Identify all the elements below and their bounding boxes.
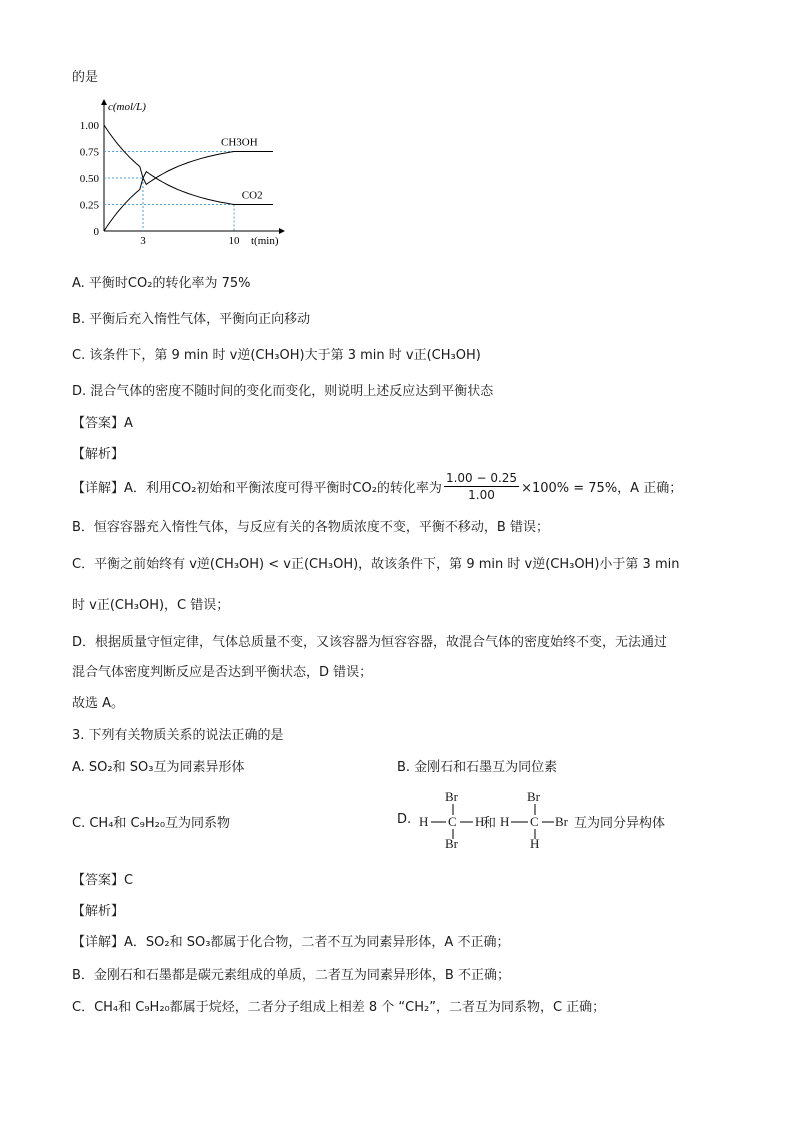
q2-option-b: B. 平衡后充入惰性气体，平衡向正向移动 xyxy=(72,312,311,327)
y-tick-label: 0.25 xyxy=(79,199,99,212)
q2-detail-a xyxy=(72,471,682,502)
q3-answer: 【答案】C xyxy=(72,873,134,888)
q2-option-c: C. 该条件下，第 9 min 时 v逆(CH₃OH)大于第 3 min 时 v正(CH₃OH) xyxy=(72,348,481,363)
y-tick-label: 0.50 xyxy=(79,173,99,185)
q2-detail-d-line2: 混合气体密度判断反应是否达到平衡状态，D 错误； xyxy=(72,665,373,680)
intro-text: 的是 xyxy=(72,70,99,85)
series-label-co2: CO2 xyxy=(241,189,263,202)
q3-option-d-suffix: 互为同分异构体 xyxy=(574,816,666,831)
series-label-ch3oh: CH3OH xyxy=(221,136,258,149)
atom-br: Br xyxy=(445,836,458,851)
q2-option-a: A. 平衡时CO₂的转化率为 75% xyxy=(72,276,251,291)
fraction xyxy=(444,471,519,502)
q3-option-b: B. 金刚石和石墨互为同位素 xyxy=(397,760,558,775)
q3-detail-c: C．CH₄和 C₉H₂₀都属于烷烃，二者分子组成上相差 8 个 “CH₂”，二者互为同系物，C 正确； xyxy=(72,1000,606,1015)
q2-option-d: D. 混合气体的密度不随时间的变化而变化，则说明上述反应达到平衡状态 xyxy=(72,384,494,399)
x-tick-label: 3 xyxy=(140,235,146,247)
atom-br: Br xyxy=(445,789,458,804)
q2-detail-b: B．恒容容器充入惰性气体，与反应有关的各物质浓度不变，平衡不移动，B 错误； xyxy=(72,520,549,535)
atom-br: Br xyxy=(527,789,540,804)
q3-stem: 3. 下列有关物质关系的说法正确的是 xyxy=(72,728,284,743)
atom-h: H xyxy=(475,814,485,829)
y-tick-label: 0.75 xyxy=(79,146,99,159)
q3-option-d-and: 和 xyxy=(483,816,497,831)
q3-detail-a: 【详解】A．SO₂和 SO₃都属于化合物，二者不互为同素异形体，A 不正确； xyxy=(72,935,510,950)
atom-h: H xyxy=(419,814,429,829)
q2-detail-d-line1: D．根据质量守恒定律，气体总质量不变，又该容器为恒容容器，故混合气体的密度始终不变，无法通过 xyxy=(72,635,668,650)
q2-detail-c-line1: C．平衡之前始终有 v逆(CH₃OH) < v正(CH₃OH)，故该条件下，第 9 min 时 v逆(CH₃OH)小于第 3 min xyxy=(72,557,680,572)
atom-h: H xyxy=(530,836,540,851)
atom-c: C xyxy=(448,814,457,829)
fraction-numerator: 1.00 − 0.25 xyxy=(445,471,518,485)
y-axis-label: c(mol/L) xyxy=(108,101,146,113)
y-tick-label: 1.00 xyxy=(79,120,99,132)
q3-option-c: C. CH₄和 C₉H₂₀互为同系物 xyxy=(72,816,231,831)
q2-detail-a-post: ×100% = 75%，A 正确； xyxy=(521,481,683,496)
q3-option-d-label: D. xyxy=(397,812,412,827)
q2-conclusion: 故选 A。 xyxy=(72,696,125,711)
concentration-time-chart xyxy=(68,98,298,250)
fraction-denominator: 1.00 xyxy=(468,488,495,502)
y-tick-label: 0 xyxy=(93,226,99,238)
q2-detail-c-line2: 时 v正(CH₃OH)，C 错误； xyxy=(72,598,230,613)
atom-h: H xyxy=(500,814,510,829)
q3-option-a: A. SO₂和 SO₃互为同素异形体 xyxy=(72,760,245,775)
atom-c: C xyxy=(530,814,539,829)
q3-detail-b: B．金刚石和石墨都是碳元素组成的单质，二者互为同素异形体，B 不正确； xyxy=(72,968,510,983)
x-axis-label: t(min) xyxy=(251,235,279,247)
x-tick-label: 10 xyxy=(228,235,240,247)
q2-analysis-label: 【解析】 xyxy=(72,447,125,462)
structure-dibromomethane-2 xyxy=(497,787,577,853)
q2-detail-a-pre: 【详解】A．利用CO₂初始和平衡浓度可得平衡时CO₂的转化率为 xyxy=(72,481,442,496)
q2-answer: 【答案】A xyxy=(72,416,133,431)
q3-analysis-label: 【解析】 xyxy=(72,904,125,919)
atom-br: Br xyxy=(555,814,568,829)
